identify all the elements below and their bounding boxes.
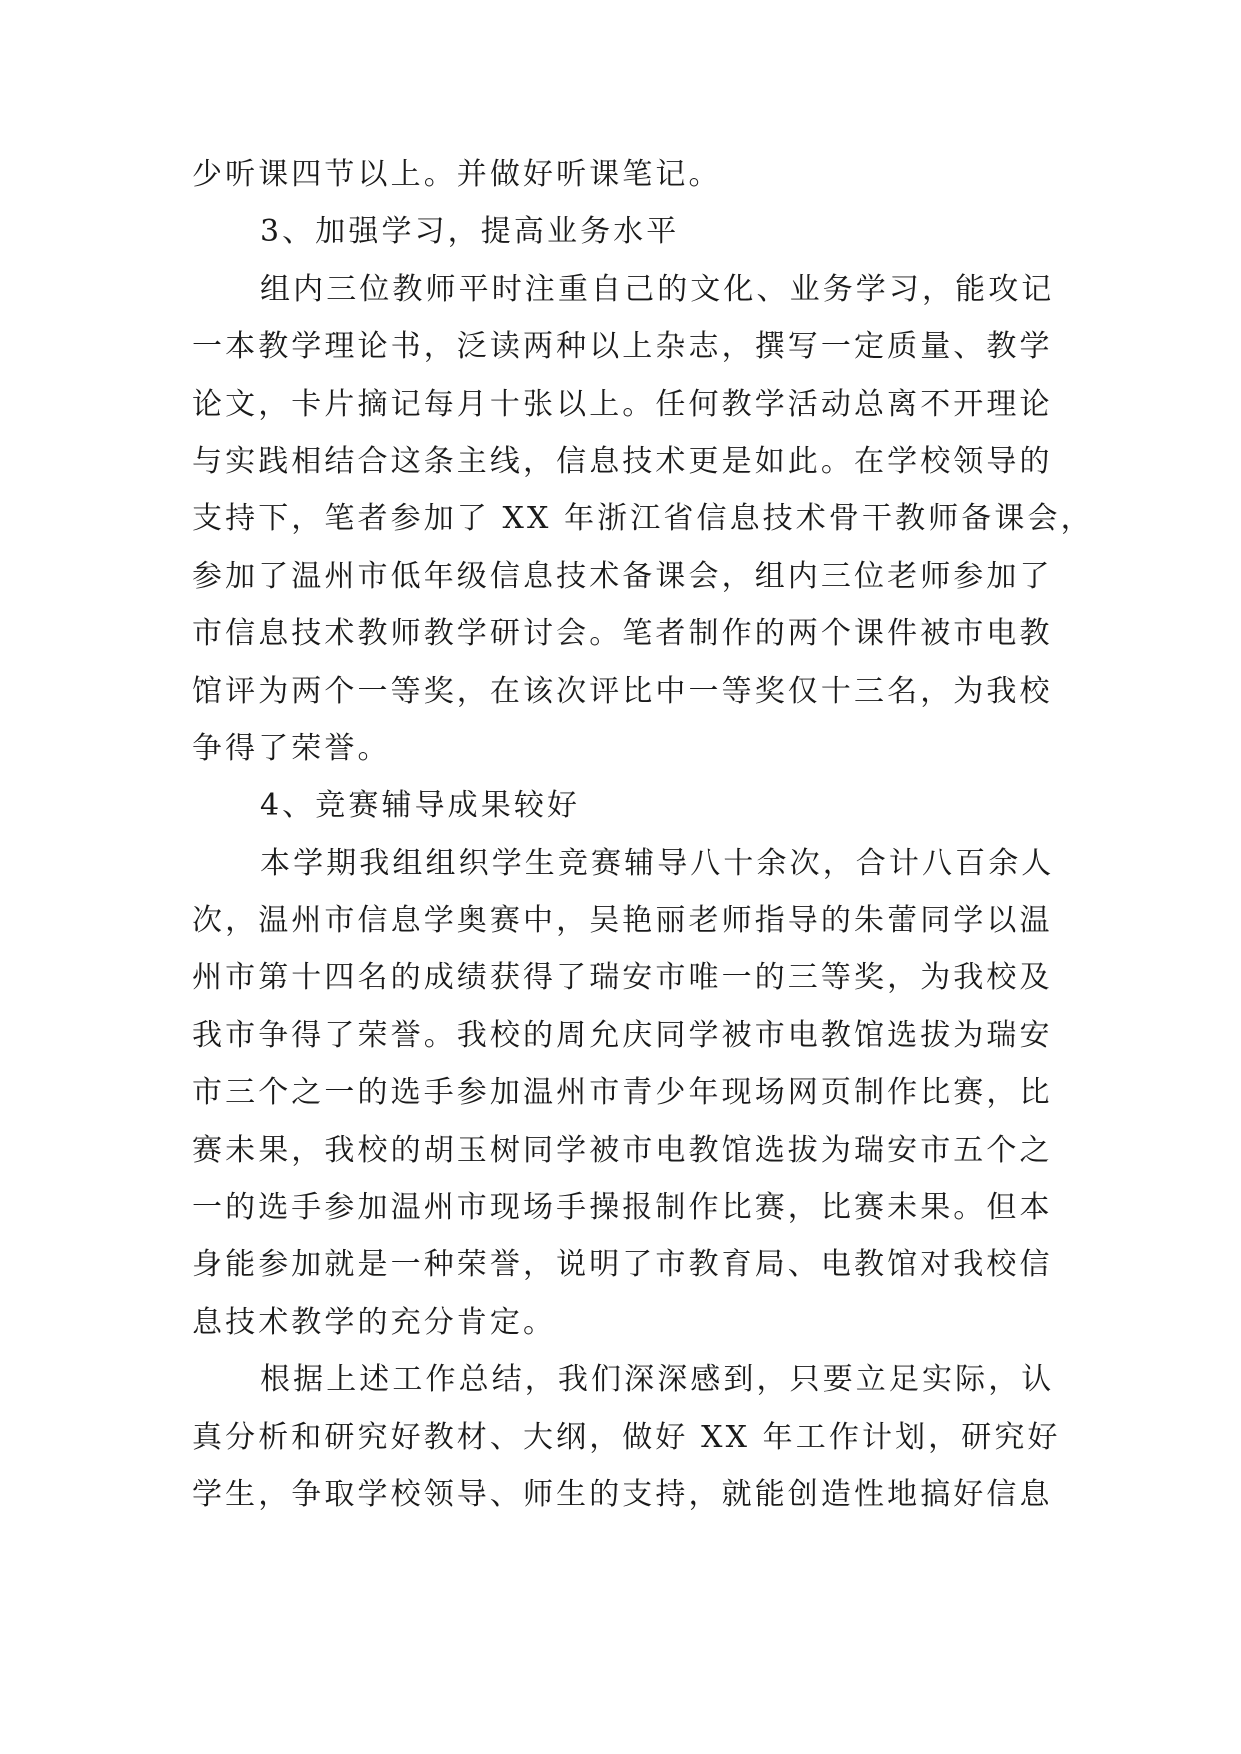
text-line: 馆评为两个一等奖，在该次评比中一等奖仅十三名，为我校 xyxy=(192,673,1053,709)
text-line: 我市争得了荣誉。我校的周允庆同学被市电教馆选拔为瑞安 xyxy=(192,1017,1053,1053)
text-line: 参加了温州市低年级信息技术备课会，组内三位老师参加了 xyxy=(192,558,1053,594)
text-line: 少听课四节以上。并做好听课笔记。 xyxy=(192,157,722,192)
text-line: 赛未果，我校的胡玉树同学被市电教馆选拔为瑞安市五个之 xyxy=(192,1132,1053,1168)
text-line: 市信息技术教师教学研讨会。笔者制作的两个课件被市电教 xyxy=(192,616,1053,652)
text-line: 州市第十四名的成绩获得了瑞安市唯一的三等奖，为我校及 xyxy=(192,960,1053,996)
text-line: 组内三位教师平时注重自己的文化、业务学习，能攻记 xyxy=(260,271,1055,307)
text-line: 根据上述工作总结，我们深深感到，只要立足实际，认 xyxy=(260,1362,1055,1398)
text-line: 3、加强学习，提高业务水平 xyxy=(260,214,680,250)
text-line: 市三个之一的选手参加温州市青少年现场网页制作比赛，比 xyxy=(192,1075,1053,1111)
text-line: 论文，卡片摘记每月十张以上。任何教学活动总离不开理论 xyxy=(192,386,1053,422)
text-line: 次，温州市信息学奥赛中，吴艳丽老师指导的朱蕾同学以温 xyxy=(192,903,1053,939)
text-line: 学生，争取学校领导、师生的支持，就能创造性地搞好信息 xyxy=(192,1476,1053,1512)
text-line: 4、竞赛辅导成果较好 xyxy=(260,788,581,824)
text-line: 本学期我组组织学生竞赛辅导八十余次，合计八百余人 xyxy=(260,845,1055,881)
text-line: 真分析和研究好教材、大纲，做好 XX 年工作计划，研究好 xyxy=(192,1419,1061,1455)
body-text xyxy=(192,146,1094,1523)
text-line: 身能参加就是一种荣誉，说明了市教育局、电教馆对我校信 xyxy=(192,1247,1053,1283)
text-line: 争得了荣誉。 xyxy=(192,730,391,766)
text-line: 息技术教学的充分肯定。 xyxy=(192,1304,557,1340)
text-line: 一的选手参加温州市现场手操报制作比赛，比赛未果。但本 xyxy=(192,1190,1053,1226)
text-line: 与实践相结合这条主线，信息技术更是如此。在学校领导的 xyxy=(192,443,1053,479)
text-line: 支持下，笔者参加了 XX 年浙江省信息技术骨干教师备课会， xyxy=(192,501,1094,537)
text-line: 一本教学理论书，泛读两种以上杂志，撰写一定质量、教学 xyxy=(192,329,1053,365)
